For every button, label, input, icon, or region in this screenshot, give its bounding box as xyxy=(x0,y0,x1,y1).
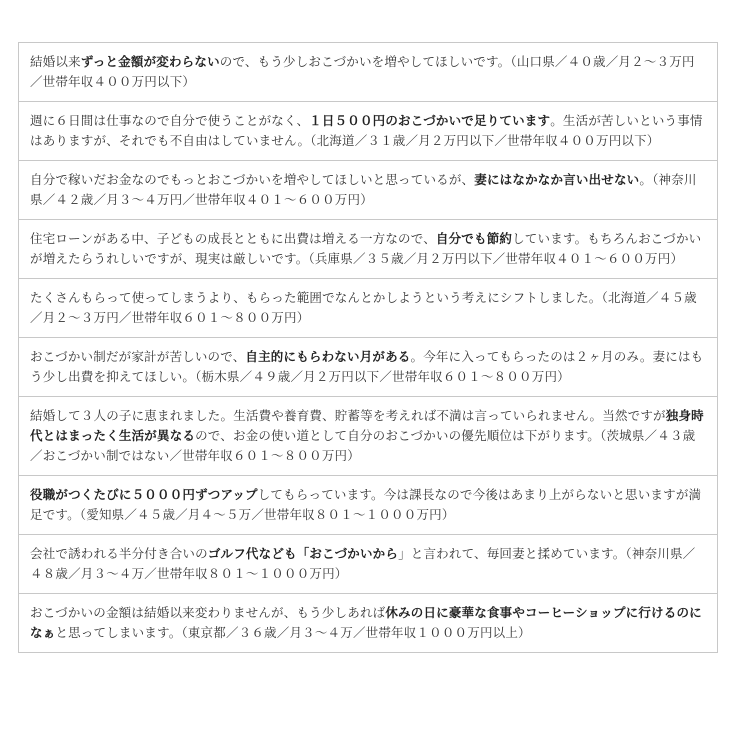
testimonial-row xyxy=(19,476,717,535)
emphasis-text: ずっと金額が変わらない xyxy=(80,54,220,69)
body-text: しています。もちろんおこづかいが増えたらうれしいですが、現実は厳しいです。（兵庫県／３５歳／月２万円以下／世帯年収４０１～６００万円） xyxy=(30,231,702,266)
testimonial-row xyxy=(19,220,717,279)
testimonial-row xyxy=(19,43,717,102)
emphasis-text: ゴルフ代なども「おこづかいから xyxy=(207,546,399,561)
body-text: 」と言われて、毎回妻と揉めています。（神奈川県／４８歳／月３～４万／世帯年収８０１～１０００万円） xyxy=(30,546,696,581)
emphasis-text: 妻にはなかなか言い出せない xyxy=(474,172,640,187)
body-text: ので、もう少しおこづかいを増やしてほしいです。（山口県／４０歳／月２～３万円／世帯年収４００万円以下） xyxy=(30,54,695,89)
body-text: 自分で稼いだお金なのでもっとおこづかいを増やしてほしいと思っているが、 xyxy=(30,172,475,187)
emphasis-text: 独身時代とはまったく生活が異なる xyxy=(30,408,704,443)
testimonial-row xyxy=(19,535,717,594)
testimonial-row xyxy=(19,161,717,220)
testimonial-row xyxy=(19,338,717,397)
testimonial-table xyxy=(18,42,718,653)
testimonial-row xyxy=(19,397,717,476)
body-text: 結婚以来 xyxy=(30,54,81,69)
emphasis-text: 役職がつくたびに５０００円ずつアップ xyxy=(30,487,258,502)
testimonial-row xyxy=(19,102,717,161)
body-text: おこづかい制だが家計が苦しいので、 xyxy=(30,349,246,364)
body-text: 週に６日間は仕事なので自分で使うことがなく、 xyxy=(30,113,310,128)
body-text: 住宅ローンがある中、子どもの成長とともに出費は増える一方なので、 xyxy=(30,231,436,246)
body-text: 結婚して３人の子に恵まれました。生活費や養育費、貯蓄等を考えれば不満は言っていられません。当然ですが xyxy=(30,408,666,423)
emphasis-text: 休みの日に豪華な食事やコーヒーショップに行けるのになぁ xyxy=(30,605,702,640)
emphasis-text: 自分でも節約 xyxy=(435,231,513,246)
emphasis-text: 自主的にもらわない月がある xyxy=(245,349,411,364)
body-text: と思ってしまいます。（東京都／３６歳／月３～４万／世帯年収１０００万円以上） xyxy=(55,625,531,640)
testimonial-row xyxy=(19,594,717,652)
testimonial-row xyxy=(19,279,717,338)
body-text: 。（神奈川県／４２歳／月３～４万円／世帯年収４０１～６００万円） xyxy=(30,172,697,207)
body-text: 。今年に入ってもらったのは２ヶ月のみ。妻にはもう少し出費を抑えてほしい。（栃木県／４９歳／月２万円以下／世帯年収６０１～８００万円） xyxy=(30,349,704,384)
body-text: してもらっています。今は課長なので今後はあまり上がらないと思いますが満足です。（愛知県／４５歳／月４～５万／世帯年収８０１～１０００万円） xyxy=(30,487,702,522)
body-text: 会社で誘われる半分付き合いの xyxy=(30,546,208,561)
body-text: おこづかいの金額は結婚以来変わりませんが、もう少しあれば xyxy=(30,605,386,620)
emphasis-text: １日５００円のおこづかいで足りています xyxy=(309,113,551,128)
body-text: 。生活が苦しいという事情はありますが、それでも不自由はしていません。（北海道／３１歳／月２万円以下／世帯年収４００万円以下） xyxy=(30,113,703,148)
body-text: ので、お金の使い道として自分のおこづかいの優先順位は下がります。（茨城県／４３歳／おこづかい制ではない／世帯年収６０１～８００万円） xyxy=(30,428,696,463)
body-text: たくさんもらって使ってしまうより、もらった範囲でなんとかしようという考えにシフトしました。（北海道／４５歳／月２～３万円／世帯年収６０１～８００万円） xyxy=(30,290,697,325)
